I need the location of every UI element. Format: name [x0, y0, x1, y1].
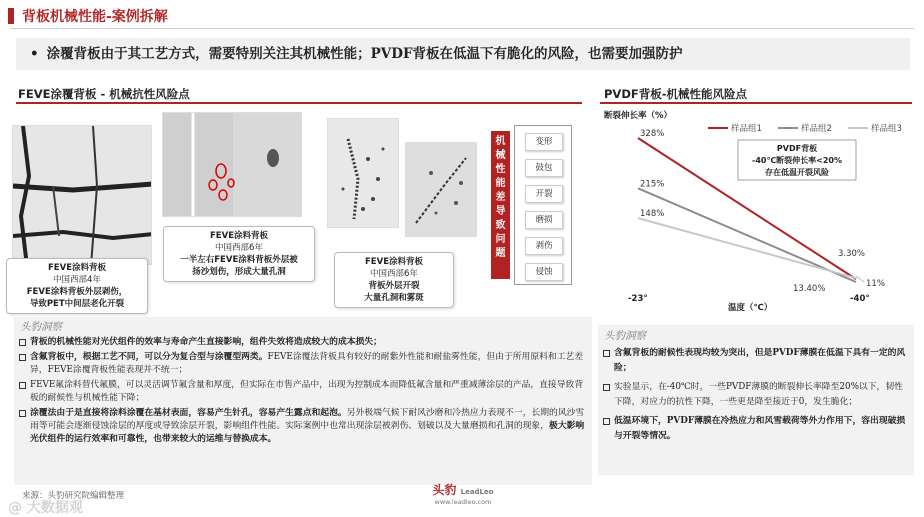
legend-label-series-1: 样品组1: [731, 124, 762, 134]
right-insight-item-3: 低温环境下，PVDF薄膜在冷热应力和风雪载荷等外力作用下，容出现破损与开裂等情况。: [600, 414, 906, 444]
photo-caption-2: FEVE涂料背板 中国西部6年 一半左右FEVE涂料背板外层被 扬沙划伤，形成大量孔洞: [163, 226, 315, 282]
right-section-title: PVDF背板-机械性能风险点: [604, 87, 748, 101]
risk-item-peeling: 剥伤: [525, 237, 563, 255]
title-accent-bar: [8, 8, 14, 24]
checkbox-icon: [603, 350, 610, 357]
cracked-backsheet-photo: [12, 125, 152, 265]
chart-legend: [708, 123, 902, 134]
annotation-line-1: PVDF背板: [776, 144, 818, 153]
risk-item-deformation: 变形: [525, 133, 563, 151]
right-insight-item-2: 实验显示，在-40℃时，一些PVDF薄膜的断裂伸长率降至20%以下，韧性下降，对应力的抗性下降，一些更是降至接近于0，发生脆化；: [600, 380, 906, 410]
series-line-2: [638, 188, 856, 282]
series-start-label-3: 148%: [640, 209, 665, 220]
checkbox-icon: [19, 354, 26, 361]
photo-caption-1: FEVE涂料背板 中国西部4年 FEVE涂料背板外层剥伤， 导致PET中间层老化开裂: [6, 258, 148, 314]
photo-caption-3: FEVE涂料背板 中国西部6年 背板外层开裂 大量孔洞和雾斑: [334, 252, 454, 308]
logo-name: 头豹 LeadLeo: [432, 483, 494, 497]
left-section-underline: [16, 102, 582, 104]
left-insight-brand: 头豹洞察: [20, 321, 62, 333]
page-header: [0, 0, 924, 30]
end-label-leader: [856, 276, 864, 282]
series-start-label-2: 215%: [640, 179, 665, 190]
chart-xlabel: 温度（℃）: [728, 303, 773, 313]
legend-label-series-2: 样品组2: [801, 124, 832, 134]
chart-ylabel: 断裂伸长率（%）: [604, 111, 673, 121]
series-end-label-3: 13.40%: [793, 284, 826, 294]
lead-statement: [16, 38, 910, 70]
series-line-3: [638, 218, 856, 278]
left-insight-panel: [14, 317, 592, 485]
right-insight-panel: [598, 325, 914, 475]
checkbox-icon: [19, 410, 26, 417]
checkbox-icon: [19, 339, 26, 346]
series-end-label-1: 11%: [866, 279, 885, 289]
lead-text: 涂覆背板由于其工艺方式，需要特别关注其机械性能；PVDF背板在低温下有脆化的风险，也需要加强防护: [46, 46, 683, 62]
chart-annotation: [738, 140, 856, 180]
scratched-backsheet-photo: [162, 112, 302, 217]
checkbox-icon: [19, 382, 26, 389]
risk-list: [514, 125, 572, 285]
right-insight-item-1: 含氟背板的耐候性表现均较为突出，但是PVDF薄膜在低温下具有一定的风险；: [600, 346, 906, 376]
spotted-backsheet-photo-2: [405, 142, 477, 237]
left-insight-item-1: 背板的机械性能对光伏组件的效率与寿命产生直接影响，组件失效将造成较大的成本损失；: [16, 336, 586, 349]
risk-item-erosion: 侵蚀: [525, 263, 563, 281]
left-insight-item-3: FEVE氟涂料替代氟膜，可以灵活调节氟含量和厚度，但实际在市售产品中，出现为控制成本而降低氟含量和严重减薄涂层的产品，直接导致背板的耐候性与机械性能下降；: [16, 379, 586, 405]
watermark: @ 大数据观: [8, 500, 83, 516]
annotation-line-3: 存在低温开裂风险: [765, 168, 829, 177]
risk-item-blistering: 鼓包: [525, 159, 563, 177]
spotted-backsheet-photo-1: [327, 118, 399, 228]
left-insight-item-2: 含氟背板中，根据工艺不同，可以分为复合型与涂覆型两类。FEVE涂覆法背板具有较好的耐紫外性能和耐盐雾性能，但由于所用原料和工艺差异，FEVE涂覆背板性能表现并不统一；: [16, 351, 586, 377]
x-tick-label-start: -23°: [628, 294, 648, 304]
series-start-label-1: 328%: [640, 129, 665, 139]
page-title: 背板机械性能-案例拆解: [22, 9, 168, 25]
problem-category-label: [491, 131, 510, 279]
bullet-icon: •: [30, 46, 39, 62]
checkbox-icon: [603, 418, 610, 425]
x-tick-label-end: -40°: [850, 294, 870, 304]
annotation-line-2: -40℃断裂伸长率<20%: [752, 156, 842, 165]
problem-category-text: 机 械 性 能 差 导 致 问 题: [495, 136, 506, 259]
right-section-underline: [600, 102, 912, 104]
right-insight-brand: 头豹洞察: [604, 330, 646, 342]
header-divider: [10, 28, 914, 29]
checkbox-icon: [603, 384, 610, 391]
logo-url: www.leadleo.com: [434, 498, 492, 506]
legend-label-series-3: 样品组3: [871, 124, 902, 134]
left-section-title: FEVE涂覆背板 - 机械抗性风险点: [18, 87, 190, 101]
elongation-chart: [598, 106, 914, 316]
series-end-label-2: 3.30%: [838, 249, 866, 259]
source-note: 来源：头豹研究院编辑整理: [22, 491, 125, 501]
leadleo-logo: [408, 481, 518, 515]
left-insight-item-4: 涂覆法由于是直接将涂料涂覆在基材表面，容易产生针孔，容易产生露点和起泡。另外极端气候下耐风沙磨和冷热应力表现不一，长期的风沙雪雨等可能会逐渐侵蚀涂层的厚度或导致涂层开裂，影响组件性能。实际案例中也常出现涂层被剥伤、划破以及大量磨损和孔洞的现象，极大影响光伏组件的运行效率和可靠性，也带来较大的运维与替换成本。: [16, 407, 586, 446]
risk-item-abrasion: 磨损: [525, 211, 563, 229]
risk-item-cracking: 开裂: [525, 185, 563, 203]
